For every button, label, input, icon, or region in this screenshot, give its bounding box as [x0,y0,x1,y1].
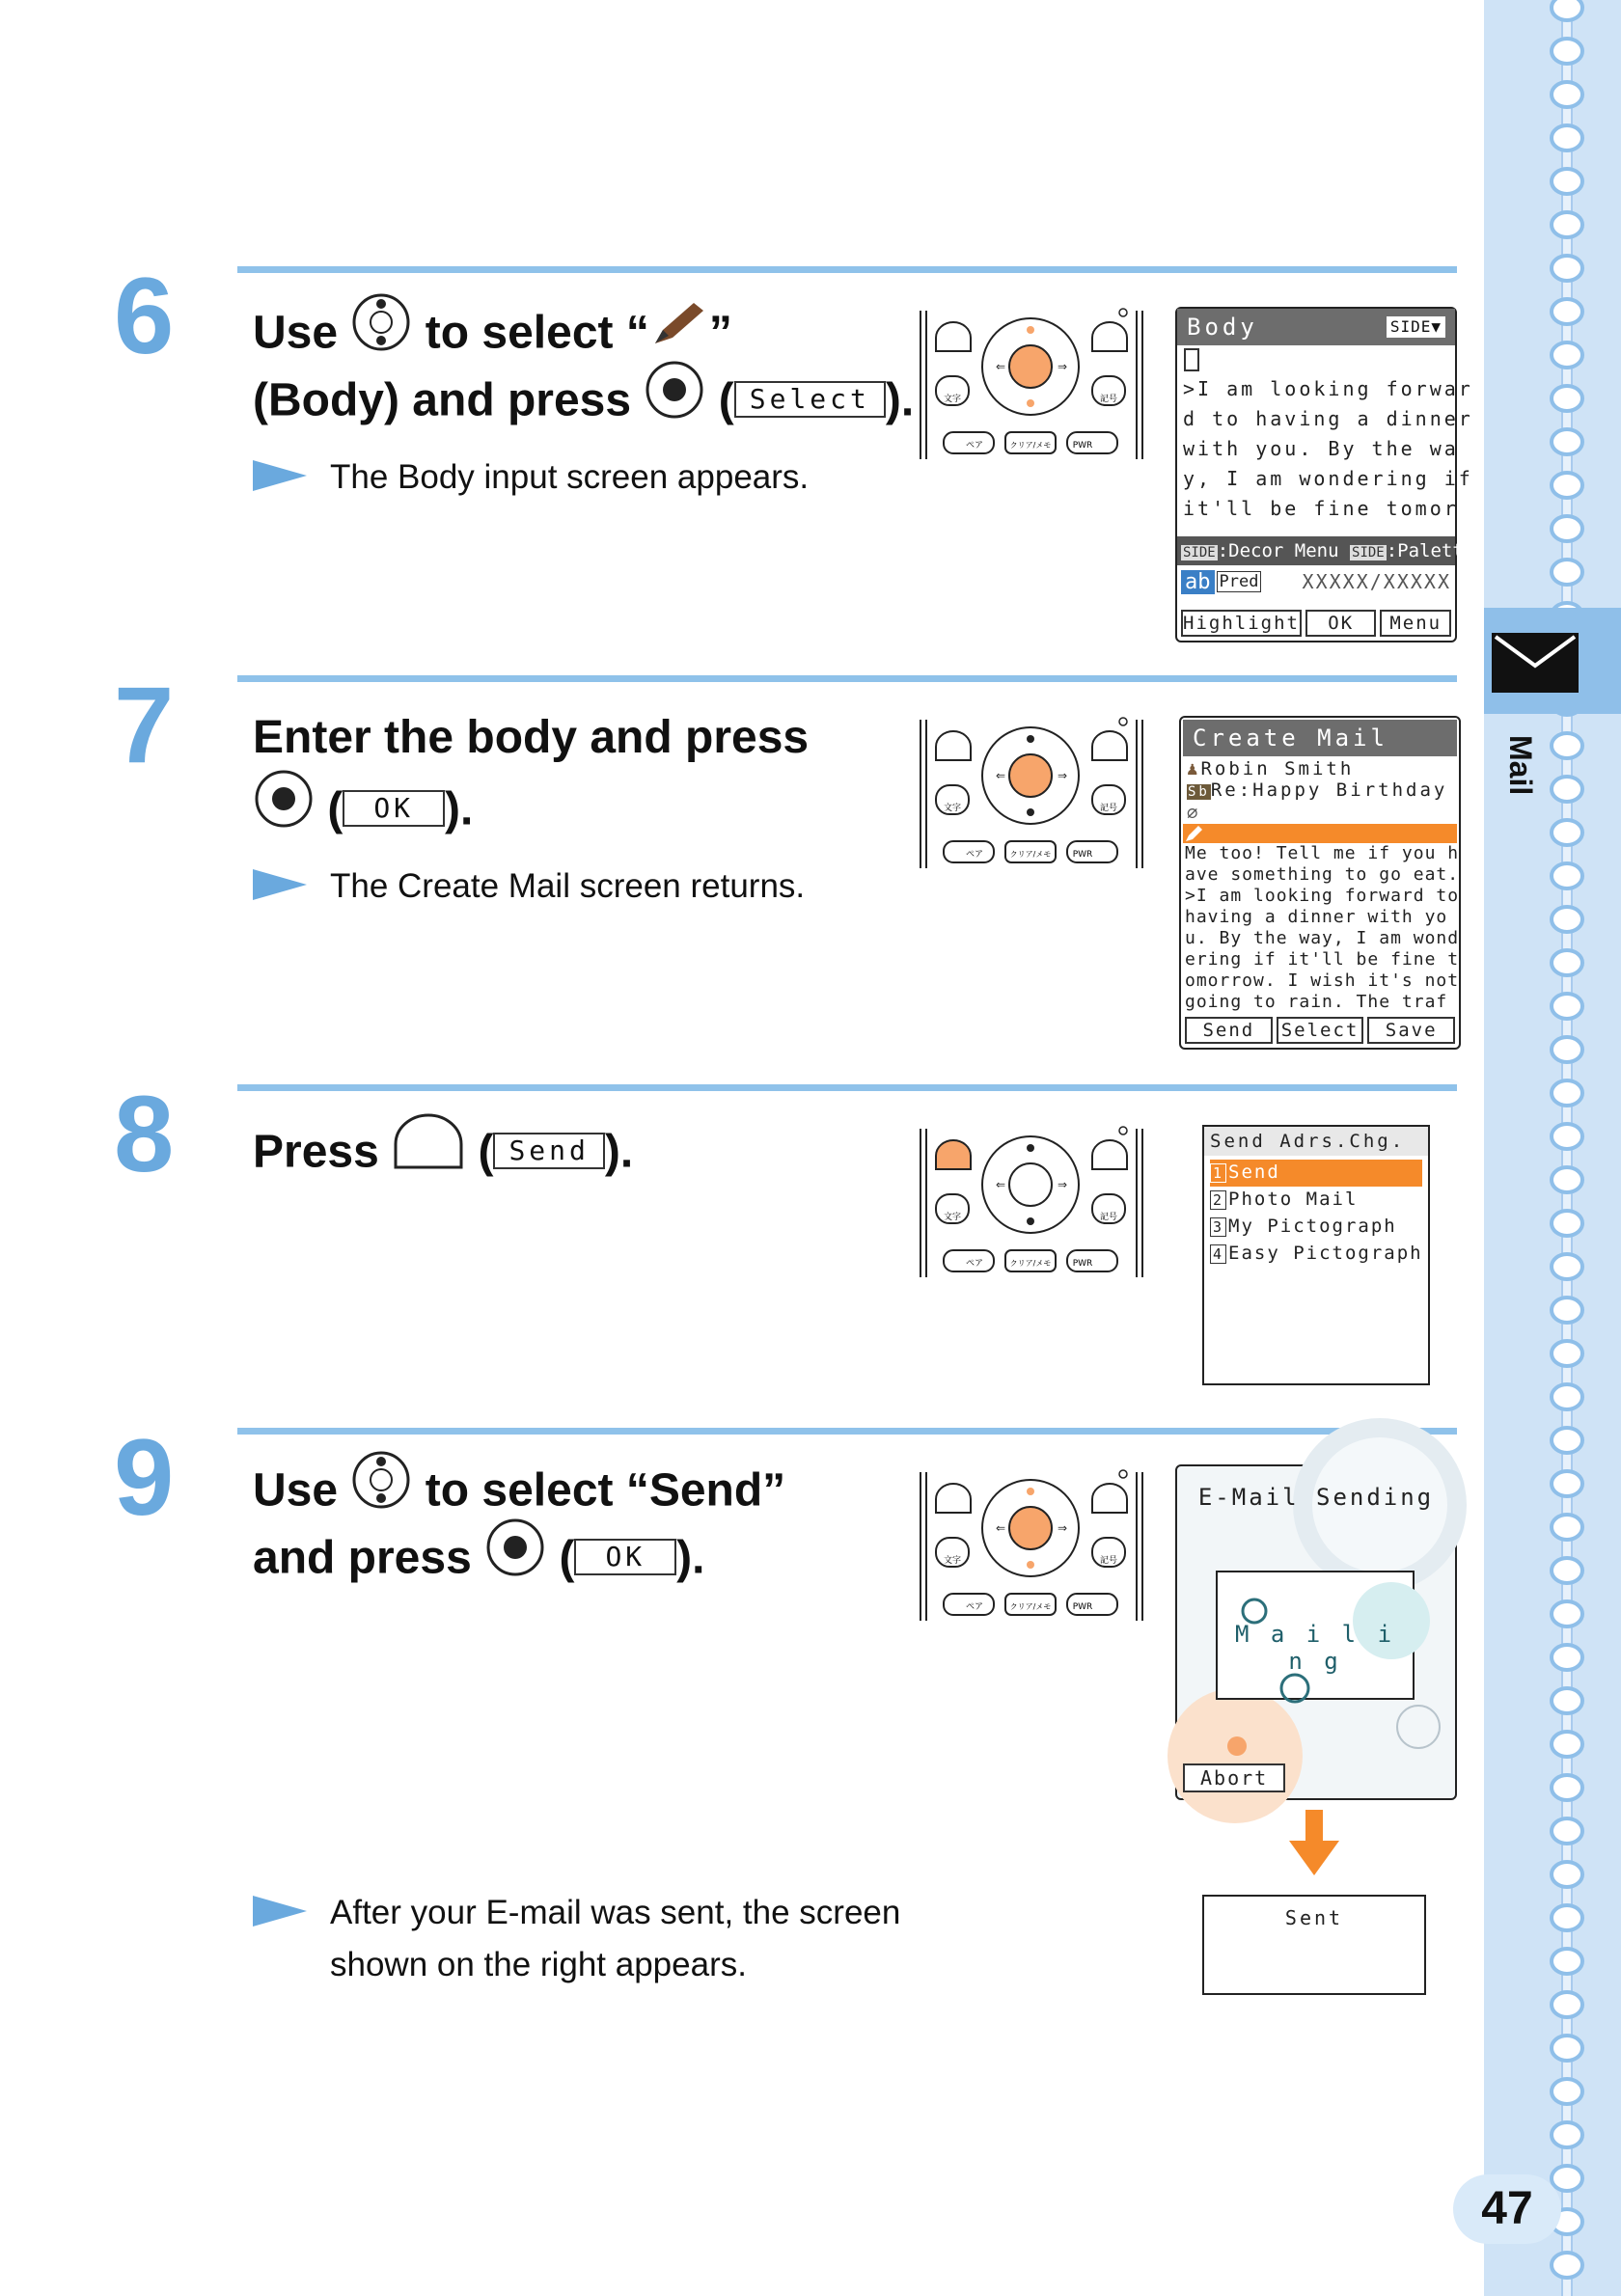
text: ). [676,1532,705,1584]
menu-item-number: 4 [1210,1244,1226,1264]
text: to select “Send” [425,1464,786,1517]
step-note [253,1887,900,1991]
keypad-diagram [915,1123,1146,1287]
center-key-icon [253,768,315,849]
chapter-label [1503,735,1542,822]
note-text: shown on the right appears. [330,1946,747,1983]
screen-text-line: >I am looking forwar [1183,377,1473,400]
decor-menu-bar: SIDE :Decor Menu SIDE :Palette [1177,536,1455,565]
step-number: 6 [114,256,171,376]
note-text: The Create Mail screen returns. [330,867,806,905]
screen-text-line: Me too! Tell me if you h [1185,843,1460,863]
svg-text:ペア: ペア [965,1602,984,1612]
keypad-diagram [915,714,1146,878]
menu-item-label: My Pictograph [1228,1216,1397,1237]
keypad-diagram [915,305,1146,469]
step-divider [237,1428,1457,1435]
send-menu-screen [1202,1125,1430,1385]
screen-text-line: d to having a dinner [1183,407,1473,430]
text: (Body) and press [253,374,632,426]
send-menu-item[interactable] [1210,1214,1422,1241]
screen-text-line: with you. By the wa [1183,437,1459,460]
screen-text-line: omorrow. I wish it's not [1185,970,1460,991]
mailing-dialog [1216,1571,1415,1700]
svg-text:⇐: ⇐ [996,1178,1006,1191]
left-softkey[interactable] [936,1484,971,1513]
softkey-left-icon [392,1111,465,1190]
screen-title: Send Adrs.Chg. [1204,1127,1428,1156]
svg-text:⇒: ⇒ [1058,769,1068,782]
note-text: The Body input screen appears. [330,458,810,496]
text: and press [253,1532,472,1584]
svg-text:⇐: ⇐ [996,769,1006,782]
send-menu-item[interactable] [1210,1187,1422,1214]
step-instruction-line2 [253,772,473,853]
step-number: 8 [114,1074,171,1194]
keypad-svg [915,714,1146,878]
text: Use [253,307,339,359]
svg-text:記号: 記号 [1099,395,1118,404]
down-arrow-icon [1287,1810,1341,1877]
svg-text:ペア: ペア [965,1259,984,1269]
screen-softkeys [1185,1017,1455,1044]
right-softkey[interactable] [1092,731,1127,760]
chapter-label-text: Mail [1503,735,1538,796]
selected-body-row [1183,824,1457,843]
softkey-abort: Abort [1183,1763,1285,1792]
softkey-menu: Menu [1380,610,1451,637]
page-number: 47 [1453,2174,1561,2244]
to-row: ♟Robin Smith [1187,758,1355,779]
left-softkey[interactable] [936,322,971,351]
pencil-icon [649,297,709,367]
right-softkey[interactable] [1092,322,1127,351]
svg-text:ペア: ペア [965,850,984,860]
softkey-send: Send [1185,1017,1273,1044]
center-key[interactable] [1009,1163,1052,1206]
body-input-screen [1175,307,1475,642]
step-instruction-line1 [253,1115,633,1194]
softkey-save: Save [1367,1017,1455,1044]
left-softkey[interactable] [936,1140,971,1169]
keypad-svg [915,1466,1146,1630]
screen-title: Create Mail [1183,720,1457,756]
screen-text-line: having a dinner with yo [1185,907,1448,927]
input-mode: ab [1181,570,1215,594]
svg-text:⇒: ⇒ [1058,1521,1068,1535]
sending-title: E-Mail Sending [1197,1484,1435,1511]
center-key[interactable] [1009,345,1052,388]
svg-text:PWR: PWR [1072,850,1093,860]
send-menu-item[interactable] [1210,1241,1422,1268]
text: Use [253,1464,339,1517]
screen-text-line: y, I am wondering if [1183,467,1473,490]
side-badge: SIDE▼ [1387,316,1445,338]
menu-item-number: 2 [1210,1190,1226,1210]
softkey-ok: OK [574,1539,676,1575]
send-menu-item[interactable] [1210,1160,1422,1187]
attachment-icon: ⌀ [1187,803,1201,824]
svg-text:文字: 文字 [943,1556,962,1566]
input-status-bar [1177,567,1455,596]
softkey-select: Select [734,381,886,418]
screen-text-line: >I am looking forward to [1185,886,1460,906]
keypad-diagram [915,1466,1146,1630]
svg-text:クリア/メモ: クリア/メモ [1009,441,1052,450]
step-divider [237,1084,1457,1091]
center-key[interactable] [1009,1507,1052,1549]
screen-text-line: u. By the way, I am wond [1185,928,1460,948]
note-text: After your E-mail was sent, the screen [330,1894,901,1931]
screen-softkeys [1181,610,1451,637]
screen-text-line: ering if it'll be fine t [1185,949,1460,970]
create-mail-screen [1179,716,1461,1050]
svg-text:クリア/メモ: クリア/メモ [1009,850,1052,859]
screen-text-line: ave something to go eat. [1185,864,1460,885]
screen-text-line: going to rain. The traf [1185,992,1448,1012]
subject-badge: Sb [1188,784,1210,800]
step-number: 9 [114,1417,171,1538]
mailing-text: M a i l i n g [1234,1621,1396,1675]
svg-text:ペア: ペア [965,441,984,451]
subject-row [1181,779,1459,803]
keypad-svg [915,1123,1146,1287]
center-key[interactable] [1009,754,1052,797]
to-value: Robin Smith [1200,758,1355,779]
text: ” [708,307,732,359]
softkey-select: Select [1277,1017,1364,1044]
svg-text:⇐: ⇐ [996,360,1006,373]
screen-title: Body [1187,314,1258,341]
sent-text: Sent [1284,1906,1344,1929]
nav-key-updown-icon [350,1449,412,1530]
softkey-send: Send [493,1133,604,1169]
right-softkey[interactable] [1092,1140,1127,1169]
step-note [253,861,805,913]
decor-text: :Decor Menu [1217,540,1339,561]
center-key-icon [644,359,705,440]
svg-text:⇒: ⇒ [1058,1178,1068,1191]
chapter-sidebar [1484,0,1621,2296]
text: ( [478,1126,494,1178]
svg-text:文字: 文字 [943,1213,962,1222]
palette-text: :Palette [1386,540,1475,561]
step-divider [237,675,1457,682]
text: ( [559,1532,575,1584]
text: to select “ [425,307,649,359]
step-number: 7 [114,665,171,785]
svg-text:記号: 記号 [1099,1556,1118,1566]
step-instruction-line2 [253,1520,704,1601]
text: ). [885,374,915,426]
svg-text:PWR: PWR [1072,1259,1093,1269]
softkey-highlight: Highlight [1181,610,1302,637]
mail-envelope-icon [1492,633,1579,693]
svg-text:記号: 記号 [1099,804,1118,813]
svg-text:PWR: PWR [1072,441,1093,451]
menu-item-label: Photo Mail [1228,1189,1359,1210]
step-note [253,451,809,504]
center-key-icon [484,1517,546,1598]
screen-text-line: it'll be fine tomor [1183,497,1459,520]
nav-key-updown-icon [350,291,412,372]
text: ). [604,1126,634,1178]
note-icon-row [1177,345,1455,374]
left-softkey[interactable] [936,731,971,760]
step-instruction-line2 [253,363,914,444]
pred-indicator: Pred [1217,571,1262,592]
svg-text:記号: 記号 [1099,1213,1118,1222]
softkey-ok: OK [343,790,445,827]
svg-text:PWR: PWR [1072,1602,1093,1612]
mail-sending-screen [1175,1464,1457,1800]
arrow-bullet-icon [253,460,307,491]
svg-text:⇐: ⇐ [996,1521,1006,1535]
body-text [1177,374,1473,524]
text: ( [327,783,343,835]
svg-text:⇒: ⇒ [1058,360,1068,373]
mail-body-text [1181,843,1459,1013]
svg-text:クリア/メモ: クリア/メモ [1009,1602,1052,1611]
step-divider [237,266,1457,273]
text: ( [718,374,734,426]
send-menu-list [1204,1160,1428,1268]
screen-title-bar [1177,309,1455,345]
menu-item-label: Send [1228,1162,1280,1183]
sent-screen [1202,1895,1426,1995]
svg-text:文字: 文字 [943,395,962,404]
subject-value: Re:Happy Birthday [1210,779,1448,801]
char-counter: XXXXX/XXXXX [1302,570,1451,593]
arrow-bullet-icon [253,869,307,900]
svg-text:文字: 文字 [943,804,962,813]
text: ). [445,783,474,835]
step-instruction-line1: Enter the body and press [253,712,810,763]
menu-item-label: Easy Pictograph [1228,1243,1423,1264]
text: Press [253,1126,379,1178]
keypad-svg [915,305,1146,469]
menu-item-number: 1 [1210,1163,1226,1183]
menu-item-number: 3 [1210,1217,1226,1237]
svg-text:クリア/メモ: クリア/メモ [1009,1259,1052,1268]
arrow-bullet-icon [253,1896,307,1927]
right-softkey[interactable] [1092,1484,1127,1513]
binder-rings [1546,0,1588,2296]
softkey-ok: OK [1305,610,1377,637]
